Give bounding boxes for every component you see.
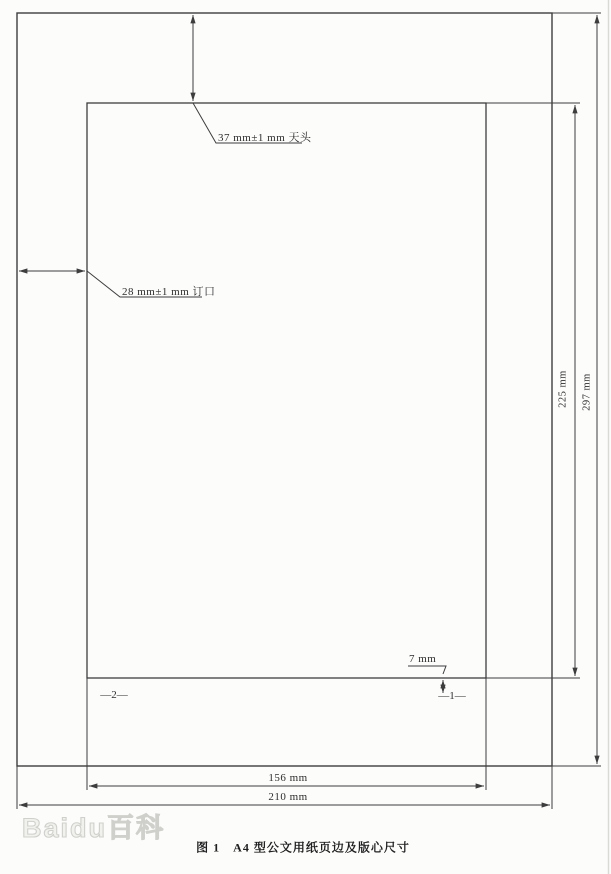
paper-outline — [17, 13, 552, 766]
annotation-textarea-height: 225 mm — [557, 370, 569, 408]
leader-pagenumber-offset — [408, 666, 446, 674]
annotation-binding-margin: 28 mm±1 mm 订口 — [122, 286, 216, 298]
baidu-baike-watermark: Baidu百科 — [22, 813, 166, 843]
annotation-page-height: 297 mm — [581, 373, 593, 411]
page-number-odd: —1— — [438, 690, 466, 702]
figure-caption: 图 1 A4 型公文用纸页边及版心尺寸 — [196, 840, 410, 855]
annotation-top-margin: 37 mm±1 mm 天头 — [218, 132, 312, 144]
annotation-pagenumber-offset: 7 mm — [409, 653, 437, 665]
annotation-textarea-width: 156 mm — [268, 772, 308, 784]
annotation-page-width: 210 mm — [268, 791, 308, 803]
text-area-outline — [87, 103, 486, 678]
page-number-even: —2— — [100, 689, 128, 701]
